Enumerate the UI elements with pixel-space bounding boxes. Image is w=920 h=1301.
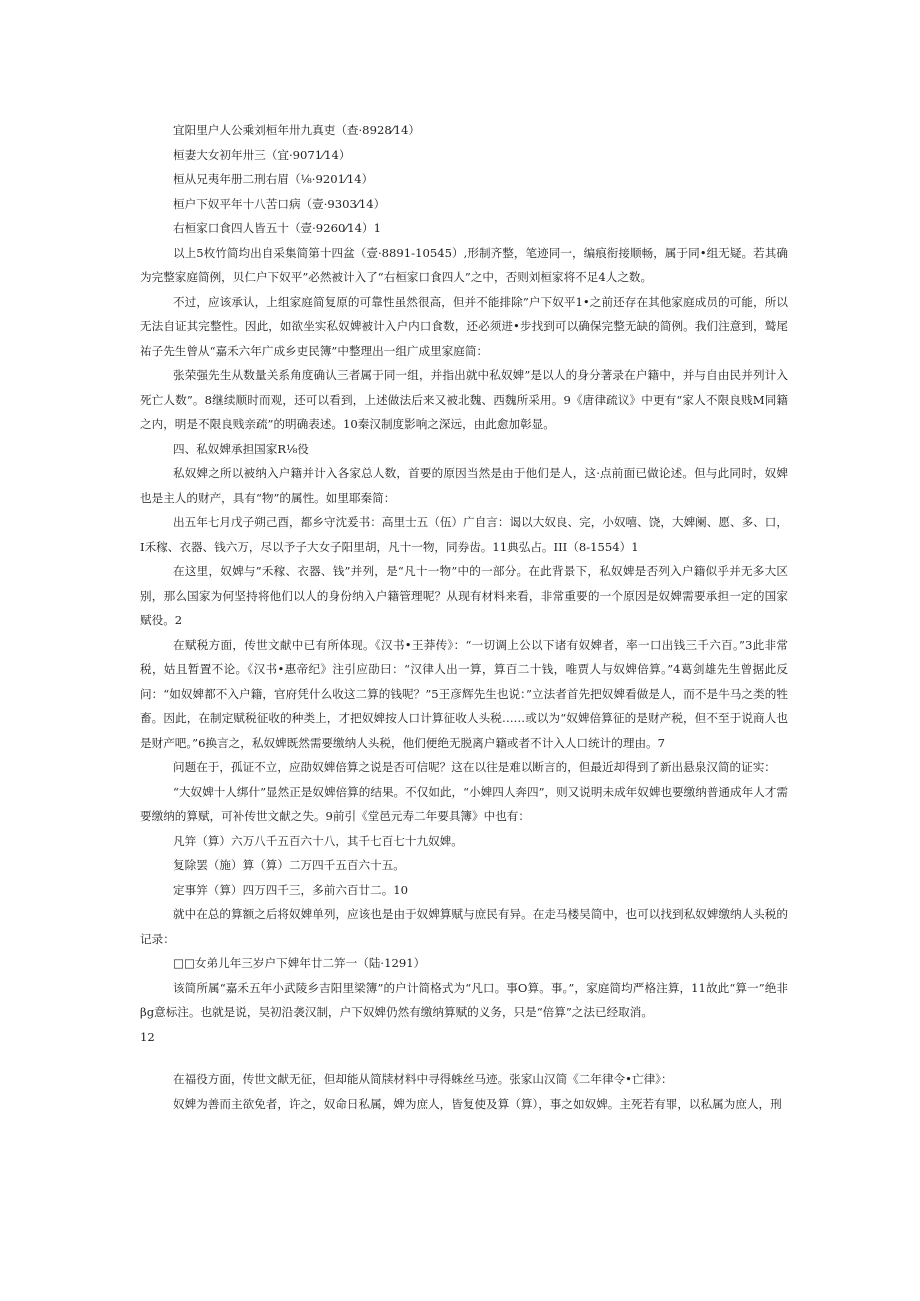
paragraph: 桓妻大女初年卅三（宜·9071⁄14） bbox=[173, 147, 351, 162]
paragraph: 在赋税方面，传世文献中已有所体现。《汉书•王莽传》：“一切调上公以下诸有奴婢者，率一口出钱三千六百。”3此非常税，姑且暂置不论。《汉书•惠帝纪》注引应劭曰：“汉律人出一算，算百二十钱，唯贾人与奴婢倍算。”4葛剑雄先生曾据此反问：“如奴婢都不入户籍，官府凭什么收这二算的钱呢？”5王彦辉先生也说：”立法者首先把奴婢看做是人，而不是牛马之类的牲畜。因此，在制定赋税征收的种类上，才把奴婢按人口计算征收人头税……或以为“奴婢倍算征的是财产税，但不至于说商人也是财产吧。”6换言之，私奴婢既然需要缴纳人头税，他们便绝无脱离户籍或者不计入人口统计的理由。7 bbox=[140, 637, 788, 750]
paragraph: 不过，应该承认，上组家庭简复原的可靠性虽然很高，但并不能排除”户下奴平1•之前还存在其他家庭成员的可能，所以无法自证其完整性。因此，如欲坐实私奴婢被计入户内口食数，还必须进•步找到可以确保完整无缺的简例。我们注意到，鹫尾祐子先生曾从“嘉禾六年广成乡吏民簿”中整理出一组广成里家庭简： bbox=[140, 294, 788, 358]
paragraph-gap bbox=[140, 1049, 788, 1067]
paragraph: 桓从兄夷年册二刑右眉（⅛·9201⁄14） bbox=[173, 172, 374, 186]
paragraph: 12 bbox=[140, 1029, 155, 1044]
paragraph: 问题在于，孤证不立，应劭奴婢倍算之说是否可信呢？这在以往是难以断言的，但最近却得到了新出悬泉汉简的证实： bbox=[173, 760, 776, 774]
document-page bbox=[140, 118, 788, 1116]
paragraph: 定事笄（算）四万四千三，多前六百廿二。10 bbox=[173, 882, 409, 897]
paragraph: □□女弟儿年三岁户下婢年廿二笄一（陆·1291） bbox=[173, 956, 426, 970]
paragraph: 宜阳里户人公乘刘桓年卅九真吏（查·8928⁄14） bbox=[173, 123, 420, 137]
paragraph: 就中在总的算额之后将奴婢单列，应该也是由于奴婢算赋与庶民有异。在走马楼吴简中，也可以找到私奴婢缴纳人头税的记录： bbox=[140, 907, 788, 946]
paragraph: 该简所属“嘉禾五年小武陵乡吉阳里梁簿”的户计简格式为“凡口。事O算。事。”，家庭简均严格注算，11故此“算一”绝非βg意标注。也就是说，吴初沿袭汉制，户下奴婢仍然有缴纳算赋的义务，只是“倍算”之法已经取消。 bbox=[140, 980, 788, 1019]
paragraph: 在福役方面，传世文献无征，但却能从简牍材料中寻得蛛丝马迹。张家山汉简《二年律令•亡律》： bbox=[173, 1072, 673, 1086]
paragraph: 凡笄（算）六万八千五百六十八，其千七百七十九奴婢。 bbox=[173, 833, 463, 848]
paragraph: 桓户下奴平年十八苦口病（壹·9303⁄14） bbox=[173, 196, 386, 211]
paragraph: “大奴婢十人绑什”显然正是奴婢倍算的结果。不仅如此，“小婢四人奔四”，则又说明未成年奴婢也要缴纳普通成年人才需要缴纳的算赋，可补传世文献之失。9前引《堂邑元寿二年要具簿》中也有： bbox=[140, 784, 788, 823]
paragraph: 张荣强先生从数量关系角度确认三者属于同一组，并指出就中私奴婢”是以人的身分著录在户籍中，并与自由民并列计入死亡人数”。8继续顺时而观，还可以看到，上述做法后来又被北魏、西魏所采用。9《唐律疏议》中更有“家人不限良贱M同籍之内，明是不限良贱亲疏”的明确表述。10秦汉制度影响之深远，由此愈加彰显。 bbox=[140, 368, 788, 431]
paragraph: 在这里，奴婢与”禾稼、衣器、钱”并列，是“凡十一物”中的一部分。在此背景下，私奴婢是否列入户籍似乎并无多大区别，那么国家为何坚持将他们以人的身份纳入户籍管理呢？从现有材料来看，非常重要的一个原因是奴婢需要承担一定的国家赋役。2 bbox=[140, 564, 788, 627]
paragraph: 奴婢为善而主欲免者，许之，奴命日私属，婢为庶人，皆复使及算（算），事之如奴婢。主死若有罪，以私属为庶人，刑 bbox=[173, 1096, 782, 1111]
paragraph: 四、私奴婢承担国家R⅛役 bbox=[173, 441, 309, 456]
paragraph: 出五年七月戊子朔己酉，都乡守沈爰书：高里士五（伍）广自言：谒以大奴良、完，小奴嘻、饶，大婢阑、愿、多、口，I禾稼、衣器、钱六万，尽以予子大女子阳里胡，凡十一物，同券齿。11典弘占。III（8-1554）1 bbox=[140, 515, 788, 554]
paragraph: 复除罢（施）算（算）二万四千五百六十五。 bbox=[173, 858, 405, 872]
paragraph: 以上5枚竹简均出自采集简第十四盆（壹·8891-10545）,形制齐整，笔迹同一，编痕衔接顺畅，属于同•组无疑。若其确为完整家庭简例，贝仁户下奴平”必然被计入了“右桓家口食四人”之中，否则刘桓家将不足4人之数。 bbox=[140, 245, 788, 284]
paragraph: 右桓家口食四人皆五十（壹·9260⁄14）1 bbox=[173, 221, 381, 235]
paragraph: 私奴婢之所以被纳入户籍并计入各家总人数，首要的原因当然是由于他们是人，这·点前面已做论述。但与此同时，奴婢也是主人的财产，具有“物”的属性。如里耶秦简： bbox=[140, 466, 788, 505]
